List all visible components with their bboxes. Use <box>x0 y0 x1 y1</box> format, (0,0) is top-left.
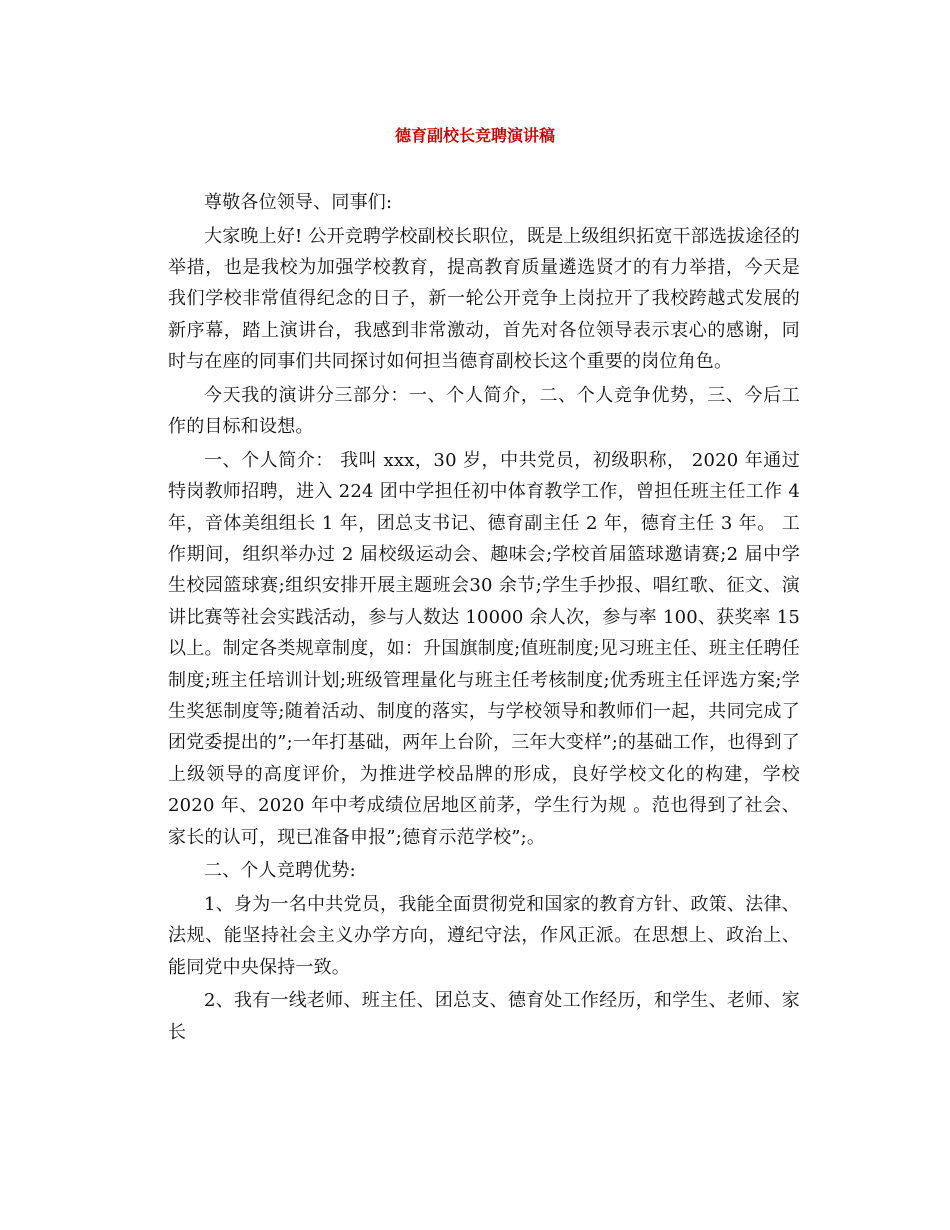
profile-paragraph: 一、个人简介： 我叫 xxx，30 岁，中共党员，初级职称， 2020 年通过特岗教师招聘，进入 224 团中学担任初中体育教学工作，曾担任班主任工作 4 年，音体美组组长 1 年，团总支书记、德育副主任 2 年，德育主任 3 年。 工作期间，组织举办过 2 届校级运动会、趣味会;学校首届篮球邀请赛;2 届中学生校园篮球赛;组织安排开展主题班会30 余节;学生手抄报、唱红歌、征文、演讲比赛等社会实践活动，参与人数达 10000 余人次，参与率 100、获奖率 15以上。制定各类规章制度，如：升国旗制度;值班制度;见习班主任、班主任聘任制度;班主任培训计划;班级管理量化与班主任考核制度;优秀班主任评选方案;学生奖惩制度等;随着活动、制度的落实，与学校领导和教师们一起，共同完成了团党委提出的”;一年打基础，两年上台阶，三年大变样”;的基础工作，也得到了上级领导的高度评价，为推进学校品牌的形成，良好学校文化的构建，学校 2020 年、2020 年中考成绩位居地区前茅，学生行为规 。范也得到了社会、家长的认可，现已准备申报”;德育示范学校”;。 <box>168 449 800 848</box>
salutation-paragraph: 尊敬各位领导、同事们: <box>204 192 393 213</box>
advantage-item-1: 1、身为一名中共党员，我能全面贯彻党和国家的教育方针、政策、法律、法规、能坚持社会主义办学方向，遵纪守法，作风正派。在思想上、政治上、能同党中央保持一致。 <box>168 893 800 978</box>
opening-paragraph: 大家晚上好! 公开竞聘学校副校长职位，既是上级组织拓宽干部选拔途径的举措，也是我校为加强学校教育，提高教育质量遴选贤才的有力举措，今天是我们学校非常值得纪念的日子，新一轮公开竞争上岗拉开了我校跨越式发展的新序幕，踏上演讲台，我感到非常激动，首先对各位领导表示衷心的感谢，同时与在座的同事们共同探讨如何担当德育副校长这个重要的岗位角色。 <box>168 225 800 373</box>
advantage-item-2: 2、我有一线老师、班主任、团总支、德育处工作经历，和学生、老师、家长 <box>168 990 800 1043</box>
outline-paragraph: 今天我的演讲分三部分：一、个人简介，二、个人竞争优势，三、今后工作的目标和设想。 <box>168 384 800 438</box>
document-body <box>168 187 800 1050</box>
document-title: 德育副校长竞聘演讲稿 <box>394 126 555 145</box>
advantages-heading: 二、个人竞聘优势: <box>204 860 356 882</box>
